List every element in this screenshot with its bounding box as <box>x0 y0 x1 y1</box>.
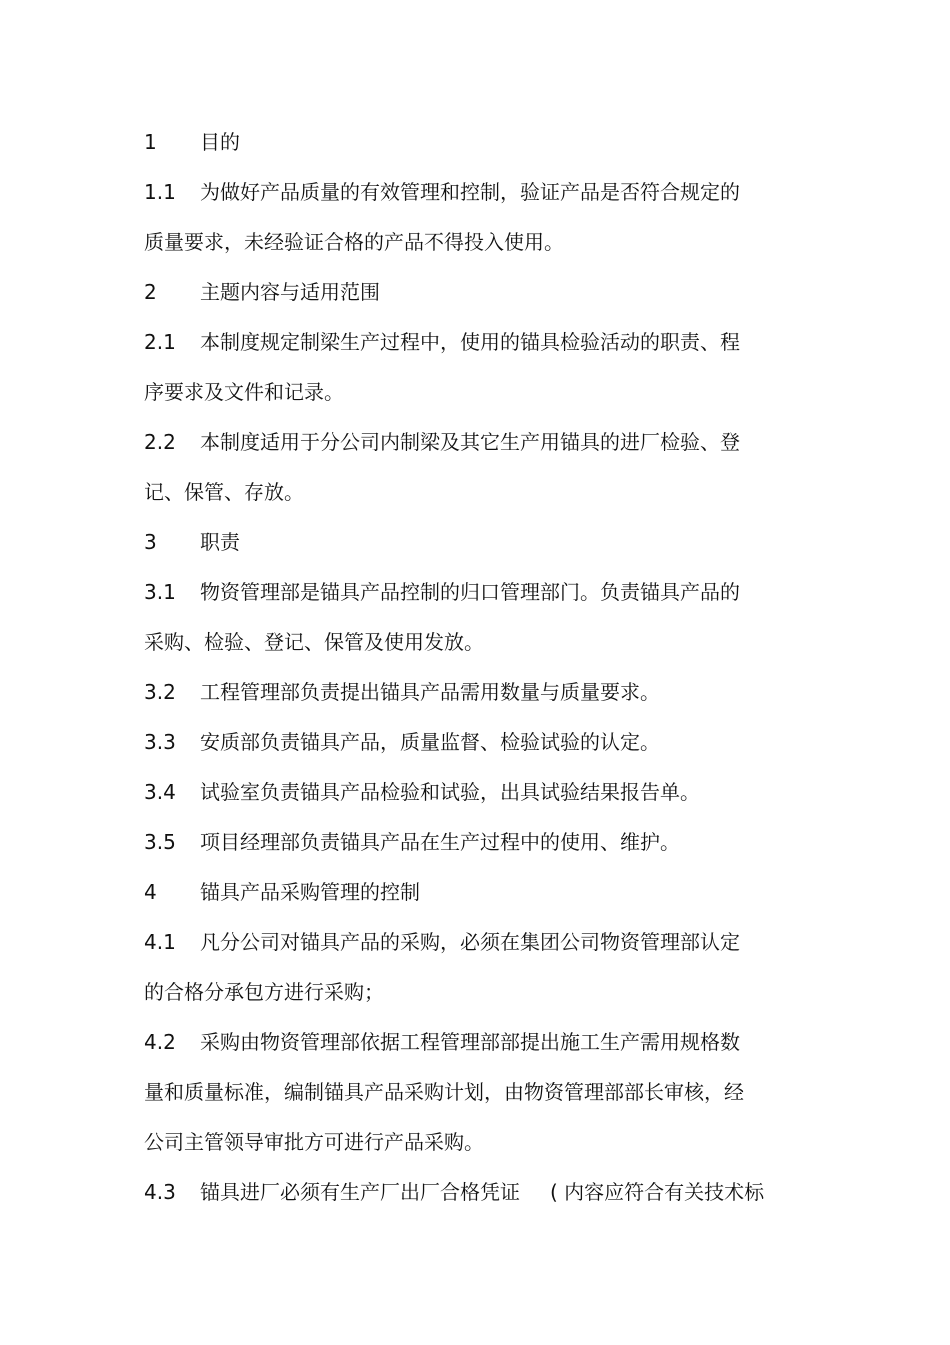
paragraph-continuation: 序要求及文件和记录。 <box>144 380 344 404</box>
paragraph-continuation: 记、保管、存放。 <box>144 480 304 504</box>
section-text: 锚具进厂必须有生产厂出厂合格凭证 <box>200 1180 520 1204</box>
section-text: 采购由物资管理部依据工程管理部部提出施工生产需用规格数 <box>200 1030 740 1054</box>
paragraph-line <box>144 727 660 757</box>
section-number: 3.5 <box>144 830 176 854</box>
paragraph-line <box>144 1027 740 1057</box>
section-number: 3.2 <box>144 680 176 704</box>
section-text: 本制度适用于分公司内制梁及其它生产用锚具的进厂检验、登 <box>200 430 740 454</box>
section-number: 4.3 <box>144 1180 176 1204</box>
section-number: 4 <box>144 880 157 904</box>
section-heading <box>144 127 240 157</box>
section-number: 1 <box>144 130 157 154</box>
section-number: 3.4 <box>144 780 176 804</box>
section-number: 3.3 <box>144 730 176 754</box>
paragraph-line <box>144 327 740 357</box>
section-text: 本制度规定制梁生产过程中，使用的锚具检验活动的职责、程 <box>200 330 740 354</box>
paragraph-line <box>144 927 740 957</box>
section-number: 4.2 <box>144 1030 176 1054</box>
section-number: 3.1 <box>144 580 176 604</box>
section-text: 凡分公司对锚具产品的采购，必须在集团公司物资管理部认定 <box>200 930 740 954</box>
section-number: 1.1 <box>144 180 176 204</box>
section-number: 2 <box>144 280 157 304</box>
section-number: 4.1 <box>144 930 176 954</box>
section-text: 安质部负责锚具产品，质量监督、检验试验的认定。 <box>200 730 660 754</box>
paragraph-line <box>144 777 700 807</box>
section-heading <box>144 277 380 307</box>
section-number: 2.1 <box>144 330 176 354</box>
section-heading <box>144 527 240 557</box>
section-text: 工程管理部负责提出锚具产品需用数量与质量要求。 <box>200 680 660 704</box>
section-heading <box>144 877 420 907</box>
section-text: 主题内容与适用范围 <box>200 280 380 304</box>
section-text: 为做好产品质量的有效管理和控制，验证产品是否符合规定的 <box>200 180 740 204</box>
section-text-tail: ( 内容应符合有关技术标 <box>550 1180 765 1204</box>
paragraph-line <box>144 577 740 607</box>
section-number: 2.2 <box>144 430 176 454</box>
paragraph-line <box>144 677 660 707</box>
paragraph-continuation: 的合格分承包方进行采购； <box>144 980 384 1004</box>
section-text: 职责 <box>200 530 240 554</box>
section-number: 3 <box>144 530 157 554</box>
paragraph-line <box>144 427 740 457</box>
paragraph-line <box>144 827 680 857</box>
paragraph-continuation: 量和质量标准，编制锚具产品采购计划，由物资管理部部长审核，经 <box>144 1080 744 1104</box>
section-text: 物资管理部是锚具产品控制的归口管理部门。负责锚具产品的 <box>200 580 740 604</box>
paragraph-continuation: 采购、检验、登记、保管及使用发放。 <box>144 630 484 654</box>
paragraph-line <box>144 1177 764 1207</box>
paragraph-line <box>144 177 740 207</box>
section-text: 锚具产品采购管理的控制 <box>200 880 420 904</box>
section-text: 项目经理部负责锚具产品在生产过程中的使用、维护。 <box>200 830 680 854</box>
section-text: 试验室负责锚具产品检验和试验，出具试验结果报告单。 <box>200 780 700 804</box>
paragraph-continuation: 质量要求，未经验证合格的产品不得投入使用。 <box>144 230 564 254</box>
section-text: 目的 <box>200 130 240 154</box>
paragraph-continuation: 公司主管领导审批方可进行产品采购。 <box>144 1130 484 1154</box>
